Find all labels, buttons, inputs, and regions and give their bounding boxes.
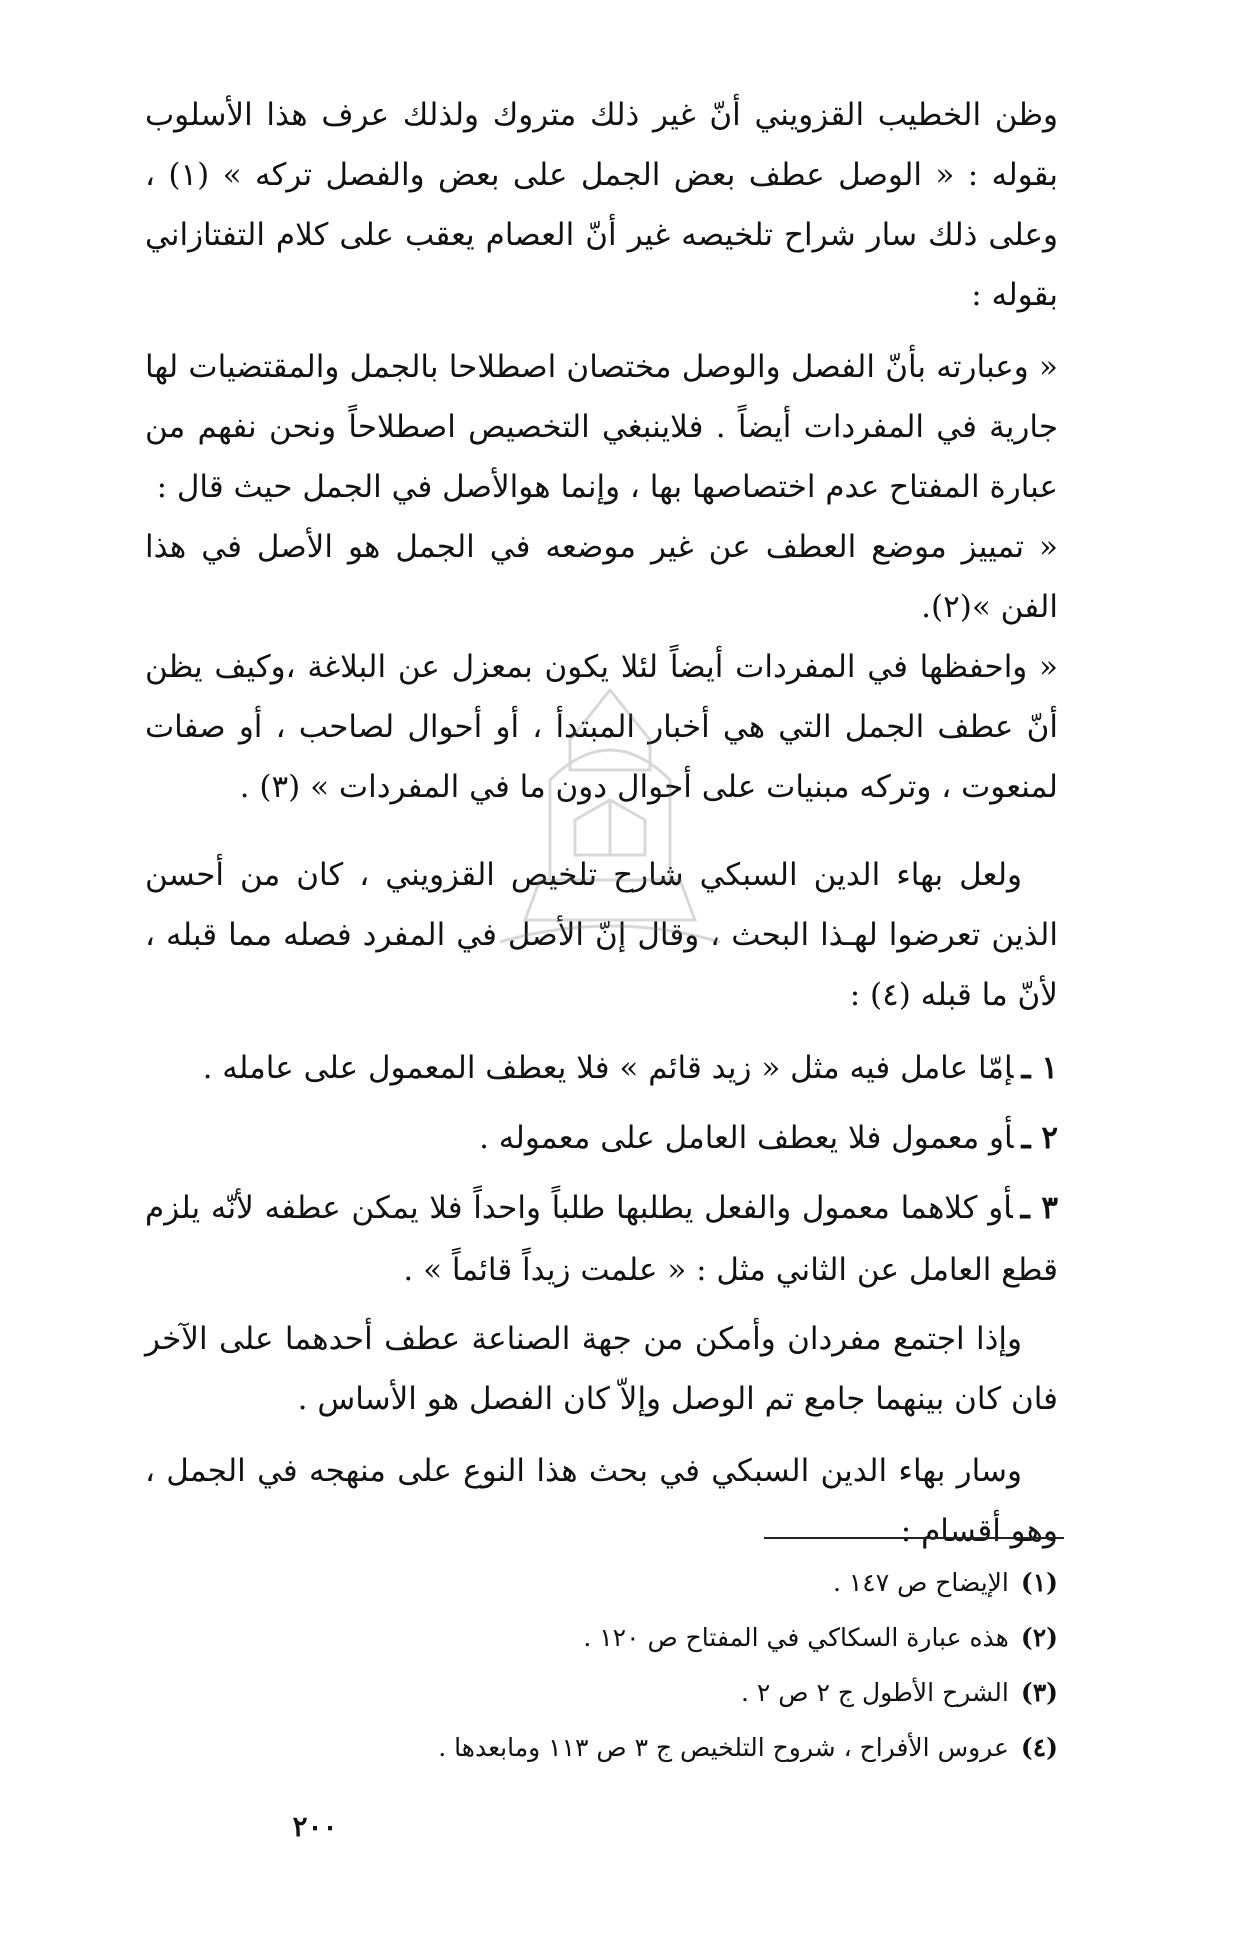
- list-item-text: أو معمول فلا يعطف العامل على معموله .: [479, 1120, 1014, 1156]
- paragraph-3: وإذا اجتمع مفردان وأمكن من جهة الصناعة عطف أحدهما على الآخر فان كان بينهما جامع تم الوصل وإلاّ كان الفصل هو الأساس .: [145, 1321, 1058, 1417]
- footnote-number: (٣): [1020, 1678, 1058, 1707]
- list-item-text: إمّا عامل فيه مثل « زيد قائم » فلا يعطف المعمول على عامله .: [202, 1050, 1014, 1086]
- list-item-text: أو كلاهما معمول والفعل يطلبها طلباً واحداً فلا يمكن عطفه لأنّه يلزم قطع العامل عن الثاني مثل : « علمت زيداً قائماً » .: [145, 1190, 1058, 1288]
- page-number: ٢٠٠: [292, 1810, 338, 1843]
- list-item-number: ٣ ـ: [1020, 1190, 1058, 1226]
- footnote-text: الشرح الأطول ج ٢ ص ٢ .: [741, 1678, 1009, 1707]
- list-item-number: ٢ ـ: [1021, 1120, 1058, 1156]
- mosque-book-seal-icon: [480, 680, 740, 1020]
- list-item-2: [145, 1107, 1058, 1169]
- paragraph-1: وظن الخطيب القزويني أنّ غير ذلك متروك ولذلك عرف هذا الأسلوب بقوله : « الوصل عطف بعض الجمل على بعض والفصل تركه » (١) ، وعلى ذلك سار شراح تلخيصه غير أنّ العصام يعقب على كلام التفتازاني بقوله :: [145, 97, 1058, 313]
- footnote-number: (٤): [1020, 1733, 1058, 1762]
- footnote-2: [198, 1610, 1058, 1665]
- footnote-number: (١): [1020, 1568, 1058, 1597]
- list-item-3: [145, 1177, 1058, 1301]
- list-item-number: ١ ـ: [1021, 1050, 1058, 1086]
- footnotes: [198, 1555, 1058, 1775]
- footnote-4: [198, 1720, 1058, 1775]
- quote-1: « وعبارته بأنّ الفصل والوصل مختصان اصطلاحا بالجمل والمقتضيات لها جارية في المفردات أيضاً . فلاينبغي التخصيص اصطلاحاً ونحن نفهم من عبارة المفتاح عدم اختصاصها بها ، وإنما هوالأصل في الجمل حيث قال :: [145, 349, 1058, 505]
- list-item-1: [145, 1037, 1058, 1099]
- footnote-text: هذه عبارة السكاكي في المفتاح ص ١٢٠ .: [583, 1623, 1009, 1652]
- paragraph-4: وسار بهاء الدين السبكي في بحث هذا النوع على منهجه في الجمل ، وهو أقسام :: [145, 1453, 1058, 1549]
- paragraph-2: ولعل بهاء الدين السبكي شارح تلخيص القزويني ، كان من أحسن الذين تعرضوا لهـذا البحث ، وقال إنّ الأصل في المفرد فصله مما قبله ، لأنّ ما قبله (٤) :: [145, 857, 1058, 1013]
- footnote-text: عروس الأفراح ، شروح التلخيص ج ٣ ص ١١٣ ومابعدها .: [438, 1733, 1009, 1762]
- footnote-separator: [764, 1537, 1064, 1539]
- footnote-text: الإيضاح ص ١٤٧ .: [832, 1568, 1009, 1597]
- footnote-3: [198, 1665, 1058, 1720]
- quote-3: « واحفظها في المفردات أيضاً لئلا يكون بمعزل عن البلاغة ،وكيف يظن أنّ عطف الجمل التي هي أخبار المبتدأ ، أو أحوال لصاحب ، أو صفات لمنعوت ، وتركه مبنيات على أحوال دون ما في المفردات » (٣) .: [145, 649, 1058, 805]
- quote-2: « تمييز موضع العطف عن غير موضعه في الجمل هو الأصل في هذا الفن »(٢).: [145, 529, 1058, 625]
- footnote-1: [198, 1555, 1058, 1610]
- footnote-number: (٢): [1020, 1623, 1058, 1652]
